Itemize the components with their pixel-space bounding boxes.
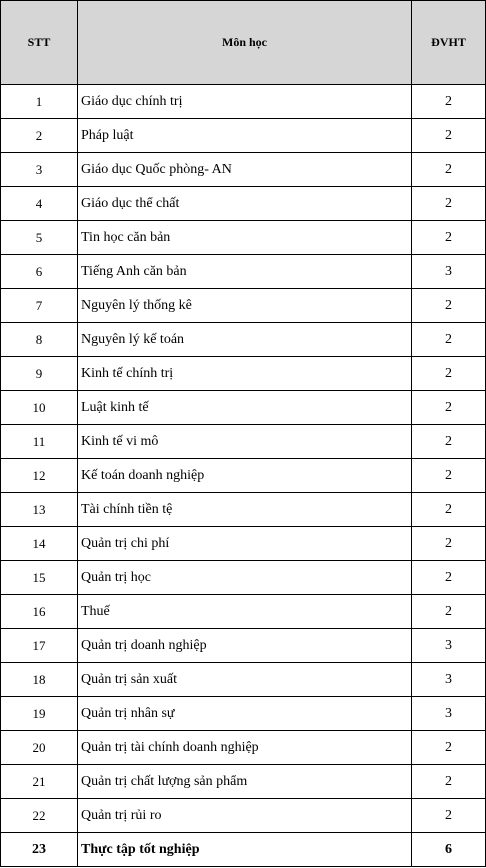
header-subject: Môn học (78, 1, 412, 85)
row-credits: 2 (412, 459, 486, 493)
table-row (1, 85, 486, 119)
table-row (1, 187, 486, 221)
table-row (1, 527, 486, 561)
table-row (1, 119, 486, 153)
row-subject: Thực tập tốt nghiệp (78, 833, 412, 867)
table-row (1, 153, 486, 187)
row-subject: Quản trị sản xuất (78, 663, 412, 697)
row-credits: 2 (412, 153, 486, 187)
row-credits: 2 (412, 765, 486, 799)
table-body (1, 85, 486, 867)
header-credits: ĐVHT (412, 1, 486, 85)
table-row (1, 697, 486, 731)
header-stt: STT (1, 1, 78, 85)
row-credits: 2 (412, 289, 486, 323)
table-row (1, 357, 486, 391)
row-stt: 14 (1, 527, 78, 561)
row-stt: 8 (1, 323, 78, 357)
row-subject: Giáo dục thể chất (78, 187, 412, 221)
table-header (1, 1, 486, 85)
row-credits: 3 (412, 255, 486, 289)
row-subject: Pháp luật (78, 119, 412, 153)
row-stt: 23 (1, 833, 78, 867)
table-row (1, 663, 486, 697)
table-row (1, 425, 486, 459)
row-credits: 2 (412, 323, 486, 357)
table-row (1, 459, 486, 493)
row-credits: 2 (412, 425, 486, 459)
row-credits: 2 (412, 799, 486, 833)
row-subject: Kinh tế vi mô (78, 425, 412, 459)
row-credits: 2 (412, 357, 486, 391)
row-stt: 15 (1, 561, 78, 595)
table-row (1, 595, 486, 629)
row-credits: 2 (412, 187, 486, 221)
table-row (1, 391, 486, 425)
row-stt: 12 (1, 459, 78, 493)
row-subject: Nguyên lý thống kê (78, 289, 412, 323)
row-credits: 2 (412, 527, 486, 561)
row-stt: 3 (1, 153, 78, 187)
table-row (1, 561, 486, 595)
row-stt: 1 (1, 85, 78, 119)
row-credits: 2 (412, 595, 486, 629)
row-credits: 6 (412, 833, 486, 867)
row-credits: 2 (412, 731, 486, 765)
row-stt: 11 (1, 425, 78, 459)
row-subject: Luật kinh tế (78, 391, 412, 425)
table-row (1, 323, 486, 357)
row-stt: 21 (1, 765, 78, 799)
header-row (1, 1, 486, 85)
row-subject: Quản trị doanh nghiệp (78, 629, 412, 663)
row-subject: Quản trị tài chính doanh nghiệp (78, 731, 412, 765)
row-stt: 10 (1, 391, 78, 425)
row-credits: 2 (412, 391, 486, 425)
row-subject: Quản trị chất lượng sản phẩm (78, 765, 412, 799)
table-row (1, 731, 486, 765)
row-subject: Quản trị rủi ro (78, 799, 412, 833)
row-stt: 2 (1, 119, 78, 153)
row-credits: 2 (412, 561, 486, 595)
row-stt: 13 (1, 493, 78, 527)
row-credits: 3 (412, 697, 486, 731)
row-stt: 18 (1, 663, 78, 697)
row-subject: Nguyên lý kế toán (78, 323, 412, 357)
table-row (1, 799, 486, 833)
row-subject: Tài chính tiền tệ (78, 493, 412, 527)
row-credits: 3 (412, 663, 486, 697)
row-subject: Quản trị học (78, 561, 412, 595)
row-credits: 2 (412, 85, 486, 119)
row-credits: 2 (412, 493, 486, 527)
row-credits: 3 (412, 629, 486, 663)
table-row (1, 493, 486, 527)
row-stt: 19 (1, 697, 78, 731)
table-row (1, 255, 486, 289)
row-subject: Thuế (78, 595, 412, 629)
row-stt: 6 (1, 255, 78, 289)
row-subject: Giáo dục chính trị (78, 85, 412, 119)
row-stt: 7 (1, 289, 78, 323)
row-credits: 2 (412, 221, 486, 255)
row-stt: 17 (1, 629, 78, 663)
table-row (1, 629, 486, 663)
table-row (1, 289, 486, 323)
row-subject: Quản trị chi phí (78, 527, 412, 561)
row-credits: 2 (412, 119, 486, 153)
row-stt: 22 (1, 799, 78, 833)
row-subject: Kinh tế chính trị (78, 357, 412, 391)
table-row (1, 765, 486, 799)
row-subject: Quản trị nhân sự (78, 697, 412, 731)
table-row (1, 833, 486, 867)
row-stt: 5 (1, 221, 78, 255)
row-stt: 4 (1, 187, 78, 221)
row-stt: 16 (1, 595, 78, 629)
row-stt: 20 (1, 731, 78, 765)
table-row (1, 221, 486, 255)
row-subject: Kế toán doanh nghiệp (78, 459, 412, 493)
row-subject: Giáo dục Quốc phòng- AN (78, 153, 412, 187)
row-subject: Tin học căn bản (78, 221, 412, 255)
row-stt: 9 (1, 357, 78, 391)
row-subject: Tiếng Anh căn bản (78, 255, 412, 289)
